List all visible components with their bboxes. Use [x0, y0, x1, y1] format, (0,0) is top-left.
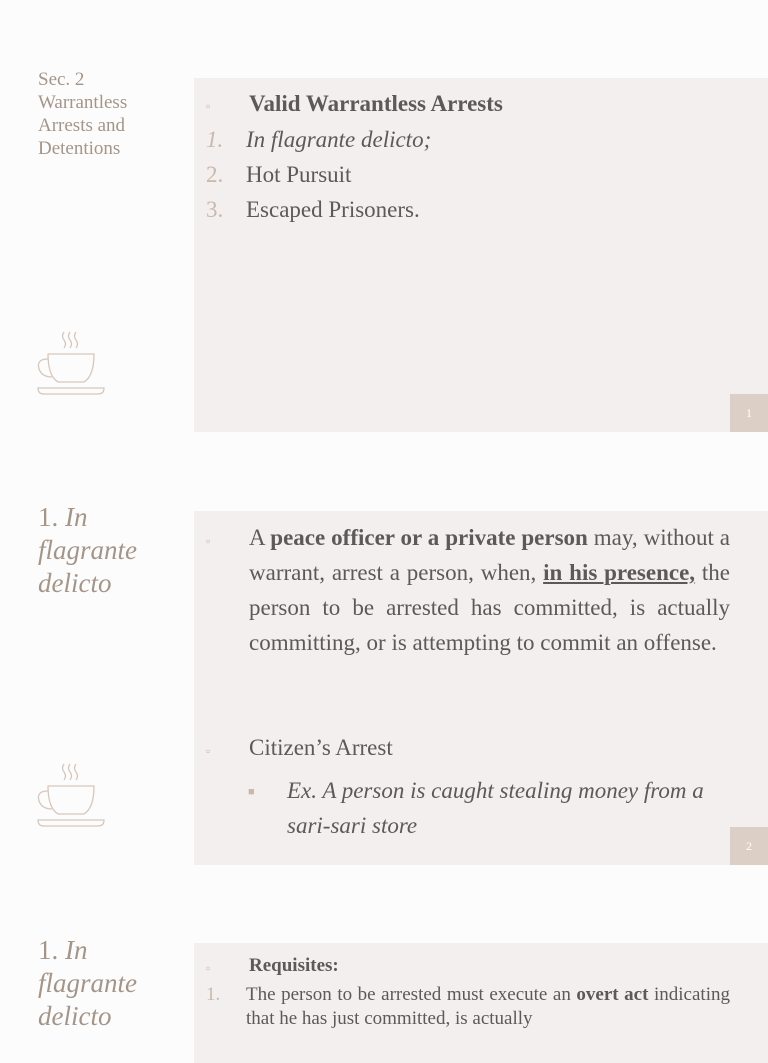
bullet-icon: ▫ [206, 961, 211, 975]
list-item [206, 520, 730, 660]
page-number: 2 [730, 827, 768, 865]
paragraph [249, 520, 730, 660]
list-number: 1. [206, 127, 224, 152]
slide-title-line: delicto [38, 568, 112, 598]
list-item [206, 773, 730, 843]
slide-title-line: Detentions [38, 138, 121, 159]
square-bullet-icon: ■ [248, 786, 255, 798]
list-item [206, 126, 730, 154]
list-heading: Valid Warrantless Arrests [249, 91, 503, 116]
slide-title-line: In [65, 502, 88, 532]
slide-title-line: In [65, 935, 88, 965]
list-item [206, 161, 730, 189]
slide-title-number: 1. [38, 935, 59, 965]
slide-title [38, 68, 158, 160]
list-number: 1. [206, 984, 221, 1005]
list-item [206, 954, 730, 978]
slide-title-line: delicto [38, 1001, 112, 1031]
list-item [206, 90, 730, 118]
paragraph-text: A [249, 525, 271, 550]
slide-title-line: Sec. 2 [38, 69, 85, 90]
list-text: Escaped Prisoners. [246, 197, 420, 222]
list-number: 3. [206, 197, 224, 222]
slide-title [38, 501, 188, 600]
list-heading: Requisites: [249, 955, 339, 976]
list-item [206, 196, 730, 224]
content-panel [194, 78, 768, 432]
list-text: Citizen’s Arrest [249, 735, 393, 760]
bullet-icon: ▫ [206, 99, 211, 113]
coffee-cup-icon [36, 760, 106, 828]
slide-2 [0, 440, 768, 880]
page-number: 1 [730, 394, 768, 432]
list-text: In flagrante delicto; [246, 127, 432, 152]
paragraph-text: may, without a warrant, arrest a person, when, [249, 525, 731, 585]
paragraph-text: The person to be arrested must execute an [246, 984, 577, 1005]
slide-title-line: flagrante [38, 968, 137, 998]
sub-list-text: Ex. A person is caught stealing money from a sari-sari store [287, 778, 704, 838]
content-panel [194, 943, 768, 1063]
slide-title [38, 934, 188, 1033]
list-text: Hot Pursuit [246, 162, 352, 187]
paragraph-bold: peace officer or a private person [270, 525, 588, 550]
list-number: 2. [206, 162, 224, 187]
paragraph-underline: in his presence, [543, 560, 696, 585]
slide-title-line: flagrante [38, 535, 137, 565]
slide-title-number: 1. [38, 502, 59, 532]
paragraph-text: the person to be arrested has committed, is actually committing, or is attempting to commit an offense. [249, 560, 730, 655]
bullet-icon: ▫ [206, 744, 211, 758]
slide-3 [0, 880, 768, 1031]
paragraph-text: indicating that he has just committed, is actually [246, 984, 730, 1029]
slide-title-line: Warrantless [38, 92, 128, 113]
paragraph-bold: overt act [576, 984, 649, 1005]
slide-1 [0, 0, 768, 440]
list-item [206, 730, 730, 765]
coffee-cup-icon [36, 328, 106, 396]
slide-title-line: Arrests and [38, 115, 126, 136]
bullet-icon: ▫ [206, 534, 211, 548]
content-panel [194, 511, 768, 865]
